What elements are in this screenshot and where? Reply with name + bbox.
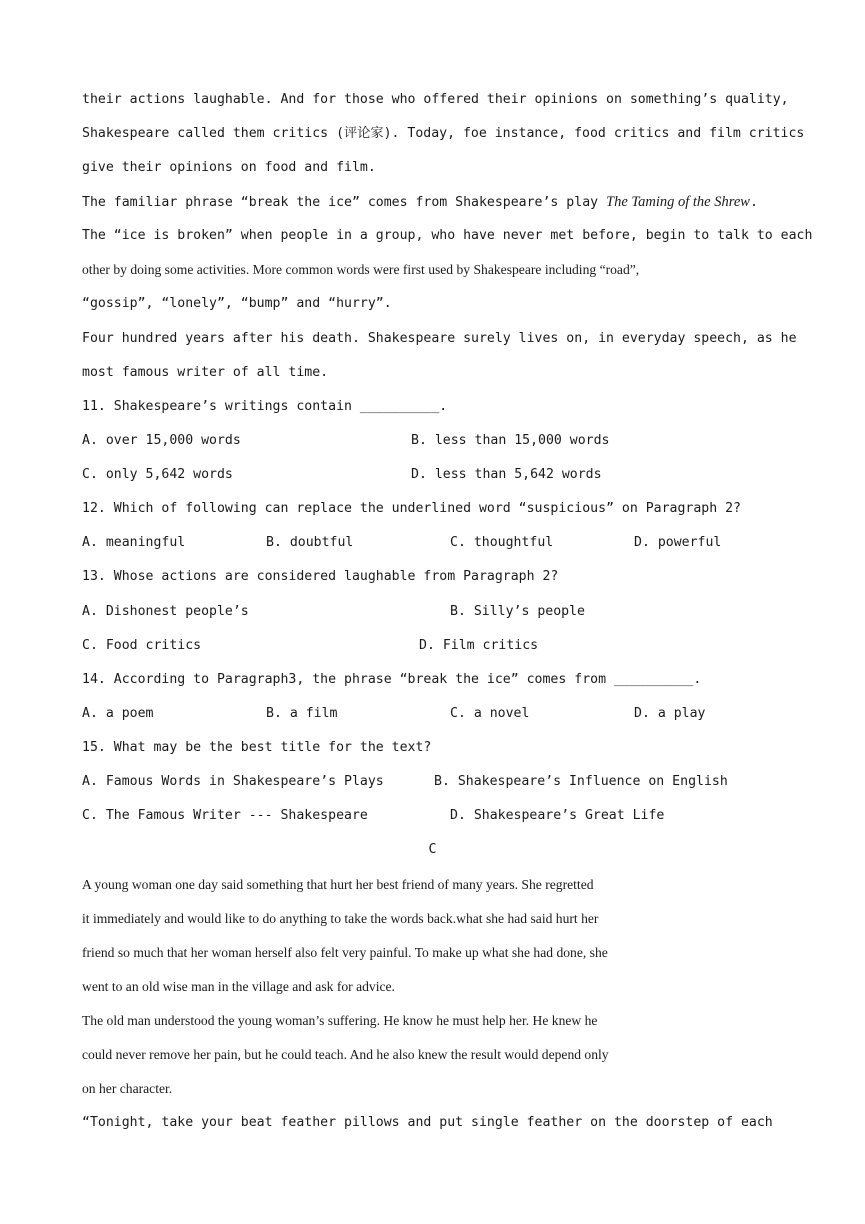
option-b: B. a film [266,706,338,721]
passage-c-line: friend so much that her woman herself also felt very painful. To make up what she had done, she [82,945,608,960]
passage-b-line: their actions laughable. And for those who offered their opinions on something’s quality, [82,92,789,107]
question-stem: 12. Which of following can replace the underlined word “suspicious” on Paragraph 2? [82,501,741,516]
option-a: A. meaningful [82,535,186,550]
passage-b-text: . [749,195,758,210]
passage-b-text: The familiar phrase “break the ice” comes from Shakespeare’s play [82,195,607,210]
passage-c-line: “Tonight, take your beat feather pillows and put single feather on the doorstep of each [82,1115,773,1130]
option-c: C. only 5,642 words [82,467,233,482]
question-stem: 14. According to Paragraph3, the phrase “break the ice” comes from __________. [82,672,702,687]
passage-b-line: other by doing some activities. More common words were first used by Shakespeare including “road”, [82,262,640,277]
passage-b-line: The “ice is broken” when people in a group, who have never met before, begin to talk to each [82,228,813,243]
option-d: D. a play [634,706,706,721]
question-stem: 15. What may be the best title for the text? [82,740,432,755]
option-d: D. less than 5,642 words [411,467,602,482]
section-heading: C [428,842,437,857]
question-stem: 13. Whose actions are considered laughable from Paragraph 2? [82,569,559,584]
option-b: B. doubtful [266,535,354,550]
option-c: C. The Famous Writer --- Shakespeare [82,808,368,823]
passage-c-line: could never remove her pain, but he could teach. And he also knew the result would depend only [82,1047,609,1062]
option-a: A. a poem [82,706,154,721]
option-d: D. Film critics [419,638,539,653]
option-c: C. thoughtful [450,535,554,550]
option-a: A. over 15,000 words [82,433,241,448]
option-a: A. Famous Words in Shakespeare’s Plays [82,774,384,789]
passage-b-line: give their opinions on food and film. [82,160,376,175]
play-title: The Taming of the Shrew [606,194,750,210]
passage-c-line: on her character. [82,1081,173,1096]
passage-b-line: Shakespeare called them critics (评论家). Today, foe instance, food critics and film critics [82,126,805,141]
passage-b-line: most famous writer of all time. [82,365,329,380]
passage-b-line [82,192,788,213]
option-c: C. a novel [450,706,530,721]
option-c: C. Food critics [82,638,202,653]
passage-b-line: Four hundred years after his death. Shakespeare surely lives on, in everyday speech, as he [82,331,797,346]
option-a: A. Dishonest people’s [82,604,249,619]
passage-b-line: “gossip”, “lonely”, “bump” and “hurry”. [82,296,392,311]
question-stem: 11. Shakespeare’s writings contain __________. [82,399,448,414]
passage-c-line: The old man understood the young woman’s suffering. He know he must help her. He knew he [82,1013,598,1028]
passage-c-line: A young woman one day said something that hurt her best friend of many years. She regretted [82,877,594,892]
option-d: D. powerful [634,535,722,550]
option-d: D. Shakespeare’s Great Life [450,808,665,823]
passage-c-line: it immediately and would like to do anything to take the words back.what she had said hurt her [82,911,599,926]
option-b: B. less than 15,000 words [411,433,610,448]
passage-c-line: went to an old wise man in the village and ask for advice. [82,979,395,994]
option-b: B. Silly’s people [450,604,585,619]
option-b: B. Shakespeare’s Influence on English [434,774,728,789]
